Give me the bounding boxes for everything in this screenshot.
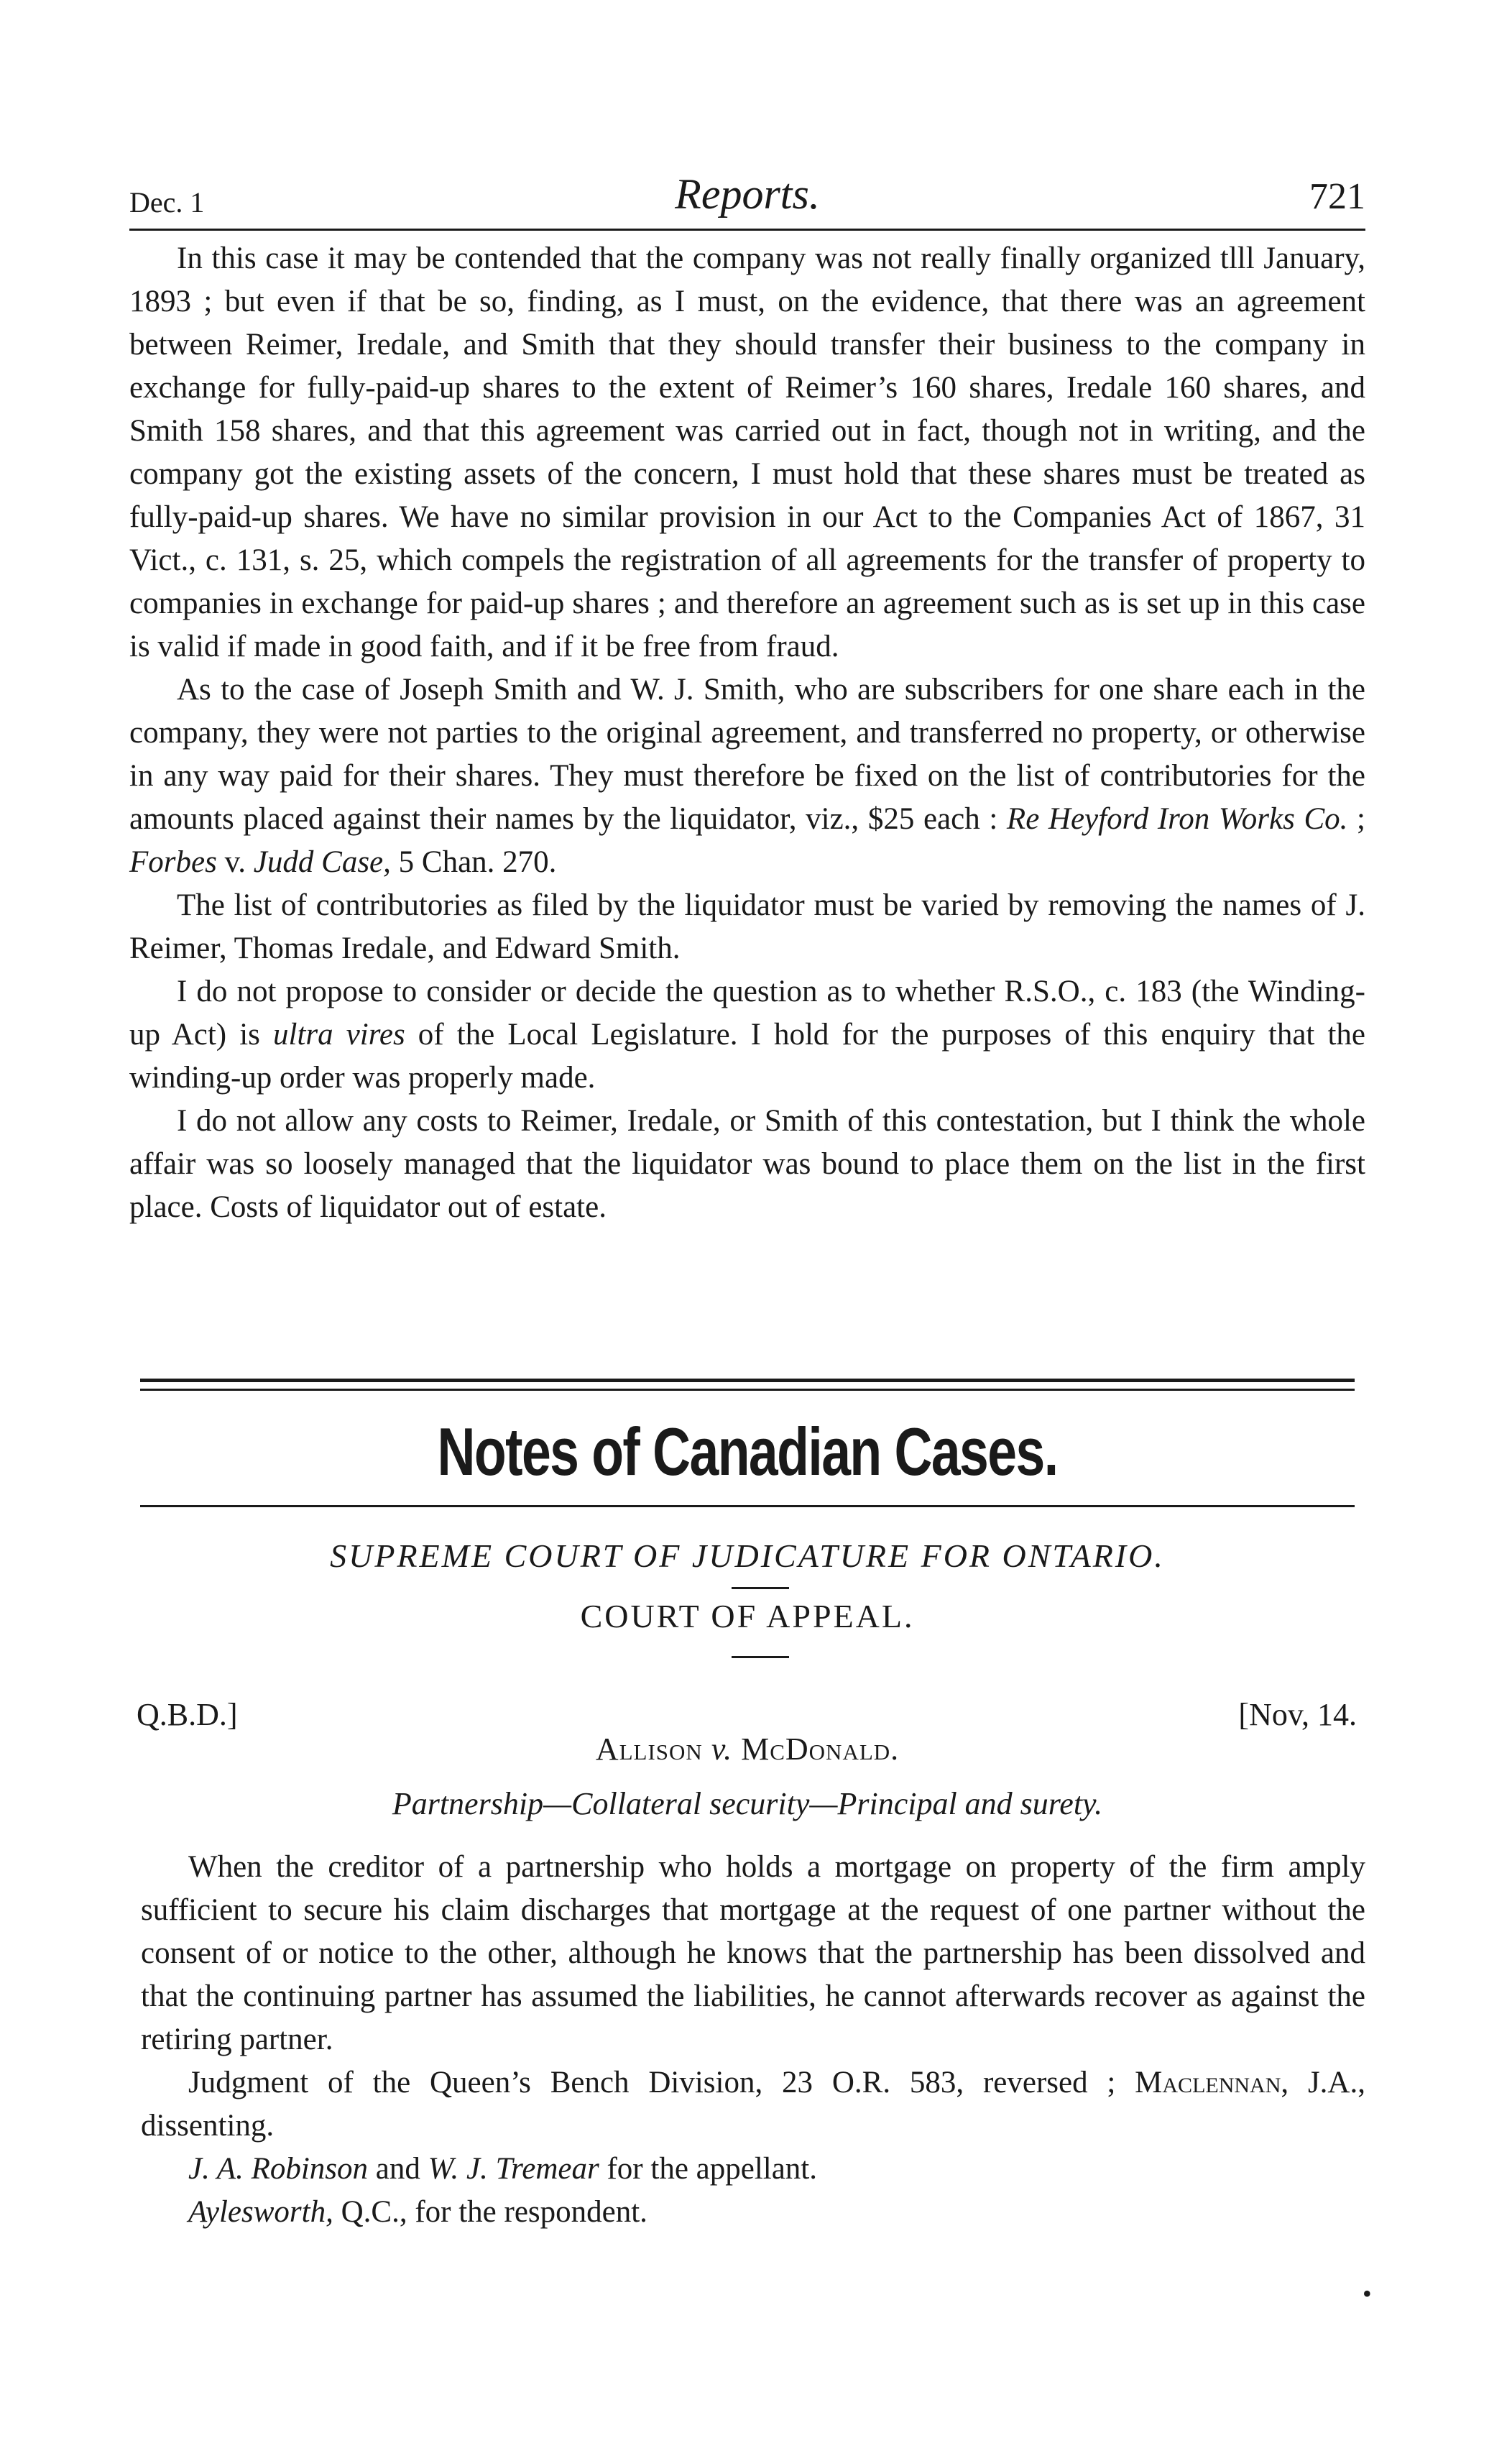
conjunction: and [368, 2152, 428, 2186]
citation-separator: ; [1347, 802, 1365, 836]
paragraph: When the creditor of a partnership who holds a mortgage on property of the firm amply sufficient to secure his claim discharges that mortgage at the request of one partner without the consent of or notice to the other, although he knows that the partnership has been dissolved and that the continuing partner has assumed the liabilities, he cannot afterwards recover as against the retiring partner. [141, 1850, 1365, 2056]
paragraph-text: I do not propose to consider or decide the question as to whether R.S.O., c. 183 (the Winding-up Act) is [129, 975, 1365, 1052]
paragraph [129, 668, 1365, 884]
running-header [129, 170, 1365, 227]
court-heading: SUPREME COURT OF JUDICATURE FOR ONTARIO. [330, 1537, 1165, 1574]
counsel-name: J. A. Robinson [188, 2152, 369, 2186]
counsel-name: Aylesworth, [188, 2195, 333, 2229]
paragraph-text: , J.A., dissenting. [141, 2066, 1365, 2143]
case-note-text [141, 1846, 1365, 2234]
paragraph-text: Judgment of the Queen’s Bench Division, 23 O.R. 583, reversed ; [188, 2066, 1116, 2099]
paragraph-text: As to the case of Joseph Smith and W. J. Smith, who are subscribers for one share each in the company, they were not parties to the original agreement, and transferred no property, or otherwise in any way paid for their shares. They must therefore be fixed on the list of contributories for the amounts placed against their names by the liquidator, viz., $25 each : [129, 673, 1365, 836]
section-title: Notes of Canadian Cases. [437, 1414, 1058, 1489]
paragraph [129, 970, 1365, 1100]
case-party: McDonald. [741, 1731, 900, 1767]
section-double-rule [140, 1379, 1355, 1391]
counsel-name: W. J. Tremear [428, 2152, 599, 2186]
citation: Forbes [129, 845, 217, 879]
citation-versus: v. [216, 845, 254, 879]
paragraph [141, 2148, 1365, 2191]
short-rule [732, 1656, 789, 1658]
case-party: Allison [595, 1731, 703, 1767]
paragraph: The list of contributories as filed by the liquidator must be varied by removing the names of J. Reimer, Thomas Iredale, and Edward Smith. [129, 888, 1365, 965]
judgment-text [129, 237, 1365, 1229]
citation: Re Heyford Iron Works Co. [1006, 802, 1348, 836]
page-number: 721 [1309, 176, 1365, 217]
paragraph: In this case it may be contended that the company was not really finally organized tlll January, 1893 ; but even if that be so, finding, as I must, on the evidence, that there was an agreement between Reimer, Iredale, and Smith that they should transfer their business to the company in exchange for fully-paid-up shares to the extent of Reimer’s 160 shares, Iredale 160 shares, and Smith 158 shares, and that this agreement was carried out in fact, though not in writing, and the company got the existing assets of the concern, I must hold that these shares must be treated as fully-paid-up shares. We have no similar provision in our Act to the Companies Act of 1867, 31 Vict., c. 131, s. 25, which compels the registration of all agreements for the transfer of property to companies in exchange for paid-up shares ; and therefore an agreement such as is set up in this case is valid if made in good faith, and if it be free from fraud. [129, 242, 1365, 663]
case-topic: Partnership—Collateral security—Principal and surety. [392, 1786, 1103, 1821]
section-title-rule [140, 1505, 1355, 1507]
case-versus: v. [711, 1731, 733, 1767]
paragraph [141, 2061, 1365, 2148]
subcourt-heading: COURT OF APPEAL. [580, 1598, 915, 1634]
judge-name: Maclennan [1135, 2066, 1281, 2099]
paragraph: I do not allow any costs to Reimer, Iredale, or Smith of this contestation, but I think the whole affair was so loosely managed that the liquidator was bound to place them on the list in the first place. Costs of liquidator out of estate. [129, 1104, 1365, 1224]
latin-term: ultra vires [273, 1018, 405, 1052]
header-title: Reports. [675, 170, 820, 218]
division-label: Q.B.D.] [137, 1697, 238, 1732]
paragraph-text: of the Local Legislature. I hold for the purposes of this enquiry that the winding-up order was properly made. [129, 1018, 1366, 1095]
citation: Judd Case, [253, 845, 391, 879]
paragraph [141, 2191, 1365, 2234]
case-name [129, 1731, 1365, 1767]
paragraph-text: Q.C., for the respondent. [333, 2195, 647, 2229]
short-rule [732, 1587, 789, 1589]
citation-tail: 5 Chan. 270. [390, 845, 557, 879]
case-date: [Nov, 14. [1238, 1697, 1357, 1732]
paragraph-text: for the appellant. [599, 2152, 818, 2186]
stray-mark: • [1363, 2279, 1372, 2308]
header-date: Dec. 1 [129, 186, 205, 218]
header-rule [129, 229, 1365, 231]
